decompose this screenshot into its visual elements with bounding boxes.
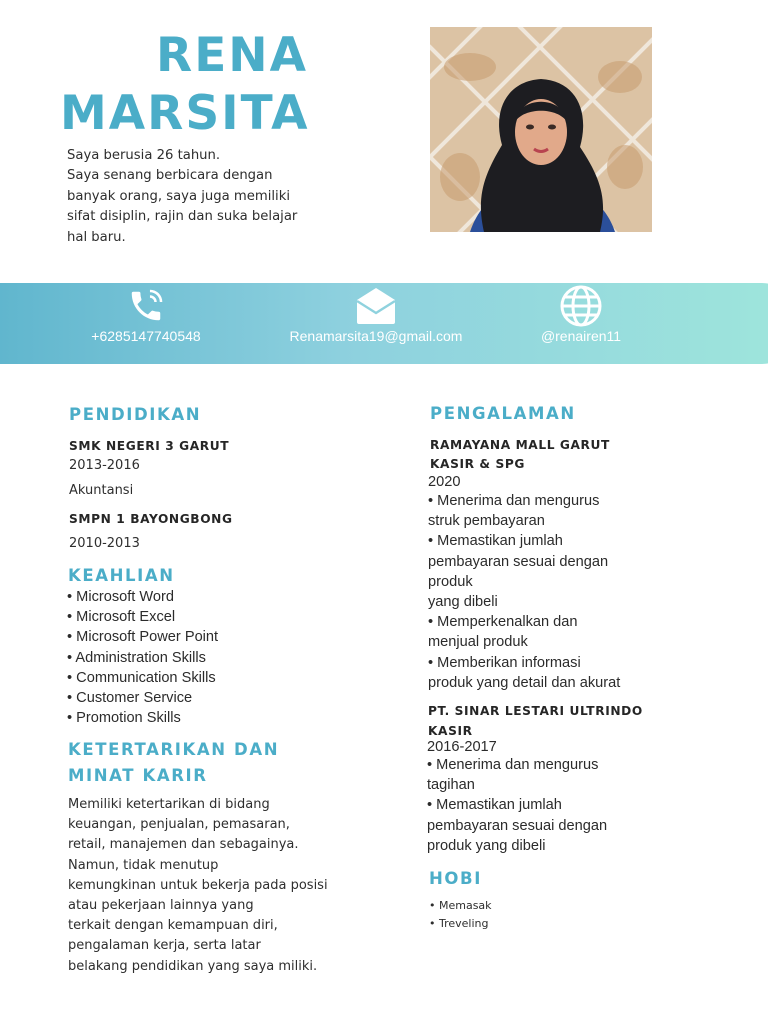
company-name: RAMAYANA MALL GARUT [430,438,610,452]
intro-line: Saya senang berbicara dengan [67,168,273,184]
job-duties [427,755,607,856]
intro-text [67,146,337,248]
list-item: • Customer Service [67,690,193,707]
text-line: produk yang dibeli [427,837,546,854]
minat-title: MINAT KARIR [68,766,208,785]
skills-list [67,587,218,728]
minat-text [68,795,328,977]
job-year: 2020 [428,474,461,490]
text-line: • Memastikan jumlah [427,797,562,814]
list-item: • Microsoft Excel [67,609,176,626]
intro-line: hal baru. [67,229,126,245]
company-name: PT. SINAR LESTARI ULTRINDO [428,704,643,718]
text-line: • Menerima dan mengurus [427,757,599,773]
profile-photo [430,27,652,232]
phone-icon [41,286,251,326]
list-item: • Communication Skills [67,669,216,686]
school-years: 2013-2016 [69,458,140,473]
text-line: Namun, tidak menutup [68,857,219,873]
email-address[interactable]: Renamarsita19@gmail.com [289,328,463,344]
text-line: pengalaman kerja, serta latar [68,938,261,954]
intro-line: banyak orang, saya juga memiliki [67,188,291,204]
school-years: 2010-2013 [69,536,140,551]
list-item: • Administration Skills [67,649,206,666]
contact-social [476,286,686,344]
intro-line: sifat disiplin, rajin dan suka belajar [67,209,298,225]
job-duties [428,491,620,693]
text-line: tagihan [427,777,475,794]
keahlian-title: KEAHLIAN [68,566,175,585]
pengalaman-title: PENGALAMAN [430,404,576,423]
text-line: Memiliki ketertarikan di bidang [68,797,270,812]
contact-email [271,286,481,344]
school-name: SMPN 1 BAYONGBONG [69,512,233,526]
text-line: pembayaran sesuai dengan [428,553,609,570]
school-major: Akuntansi [69,483,134,498]
text-line: kemungkinan untuk bekerja pada posisi [68,877,328,893]
hobi-title: HOBI [429,869,482,888]
text-line: belakang pendidikan yang saya miliki. [68,958,318,974]
phone-number[interactable]: +6285147740548 [91,328,201,344]
text-line: retail, manajemen dan sebagainya. [68,837,299,853]
first-name: RENA [156,28,309,83]
text-line: menjual produk [428,634,528,651]
intro-line: Saya berusia 26 tahun. [67,148,221,163]
list-item: • Promotion Skills [67,710,181,727]
text-line: pembayaran sesuai dengan [427,817,608,834]
minat-title: KETERTARIKAN DAN [68,740,280,759]
text-line: produk [428,573,473,590]
last-name: MARSITA [60,86,310,141]
hobby-list [429,897,492,933]
text-line: terkait dengan kemampuan diri, [68,918,278,934]
text-line: • Memberikan informasi [428,654,581,671]
list-item: • Memasak [429,899,492,912]
text-line: • Menerima dan mengurus [428,493,600,509]
text-line: produk yang detail dan akurat [428,674,621,691]
text-line: keuangan, penjualan, pemasaran, [68,817,290,833]
text-line: • Memperkenalkan dan [428,614,578,631]
list-item: • Microsoft Word [67,589,175,605]
job-role: KASIR & SPG [430,457,526,471]
school-name: SMK NEGERI 3 GARUT [69,439,230,453]
text-line: atau pekerjaan lainnya yang [68,898,254,914]
list-item: • Microsoft Power Point [67,629,219,646]
social-handle[interactable]: @renairen11 [540,328,622,344]
text-line: yang dibeli [428,594,498,611]
job-role: KASIR [428,724,473,738]
list-item: • Treveling [429,917,489,930]
envelope-icon [271,286,481,326]
job-year: 2016-2017 [427,739,497,755]
text-line: struk pembayaran [428,513,545,530]
pendidikan-title: PENDIDIKAN [69,405,202,424]
contact-phone [41,286,251,344]
globe-icon [476,286,686,326]
text-line: • Memastikan jumlah [428,533,563,550]
